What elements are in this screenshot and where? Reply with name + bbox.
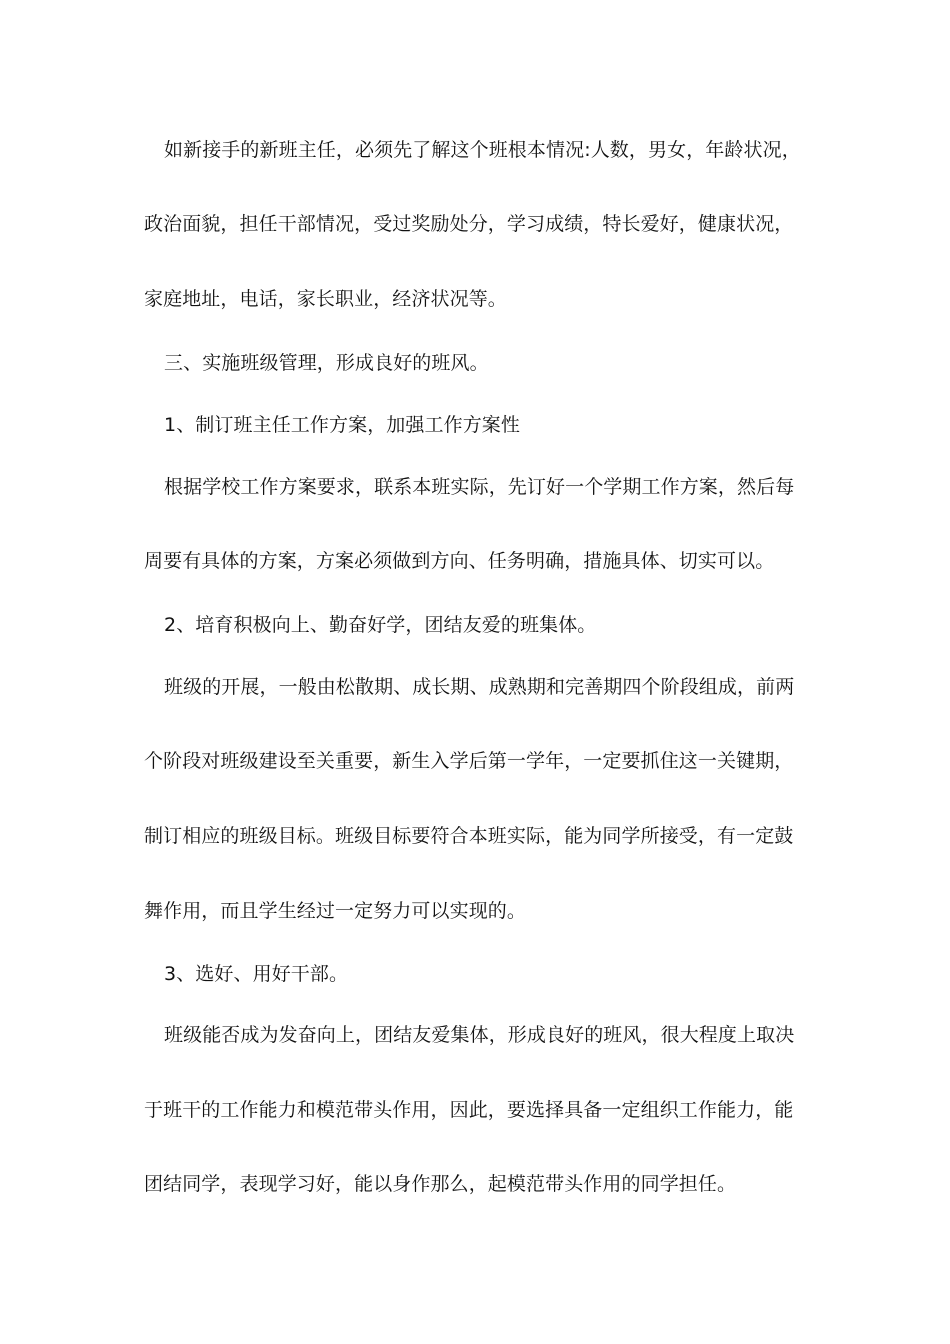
paragraph-line: 班级能否成为发奋向上，团结友爱集体，形成良好的班风，很大程度上取决 bbox=[164, 1024, 795, 1046]
subsection-heading: 2、培育积极向上、勤奋好学，团结友爱的班集体。 bbox=[164, 614, 597, 636]
paragraph-line: 个阶段对班级建设至关重要，新生入学后第一学年，一定要抓住这一关键期， bbox=[144, 750, 794, 772]
paragraph-line: 团结同学，表现学习好，能以身作那么，起模范带头作用的同学担任。 bbox=[144, 1173, 737, 1195]
paragraph-line: 政治面貌，担任干部情况，受过奖励处分，学习成绩，特长爱好，健康状况， bbox=[144, 213, 794, 235]
paragraph-line: 周要有具体的方案，方案必须做到方向、任务明确，措施具体、切实可以。 bbox=[144, 550, 775, 572]
paragraph-line: 家庭地址，电话，家长职业，经济状况等。 bbox=[144, 288, 507, 310]
paragraph-line: 舞作用，而且学生经过一定努力可以实现的。 bbox=[144, 900, 527, 922]
paragraph-line: 根据学校工作方案要求，联系本班实际，先订好一个学期工作方案，然后每 bbox=[164, 476, 795, 498]
paragraph-line: 于班干的工作能力和模范带头作用，因此，要选择具备一定组织工作能力，能 bbox=[144, 1099, 794, 1121]
subsection-heading: 3、选好、用好干部。 bbox=[164, 963, 349, 985]
paragraph-line: 制订相应的班级目标。班级目标要符合本班实际，能为同学所接受，有一定鼓 bbox=[144, 825, 794, 847]
paragraph-line: 如新接手的新班主任，必须先了解这个班根本情况:人数，男女，年龄状况， bbox=[164, 139, 801, 161]
section-heading: 三、实施班级管理，形成良好的班风。 bbox=[164, 352, 489, 374]
paragraph-line: 班级的开展，一般由松散期、成长期、成熟期和完善期四个阶段组成，前两 bbox=[164, 676, 795, 698]
subsection-heading: 1、制订班主任工作方案，加强工作方案性 bbox=[164, 414, 520, 436]
